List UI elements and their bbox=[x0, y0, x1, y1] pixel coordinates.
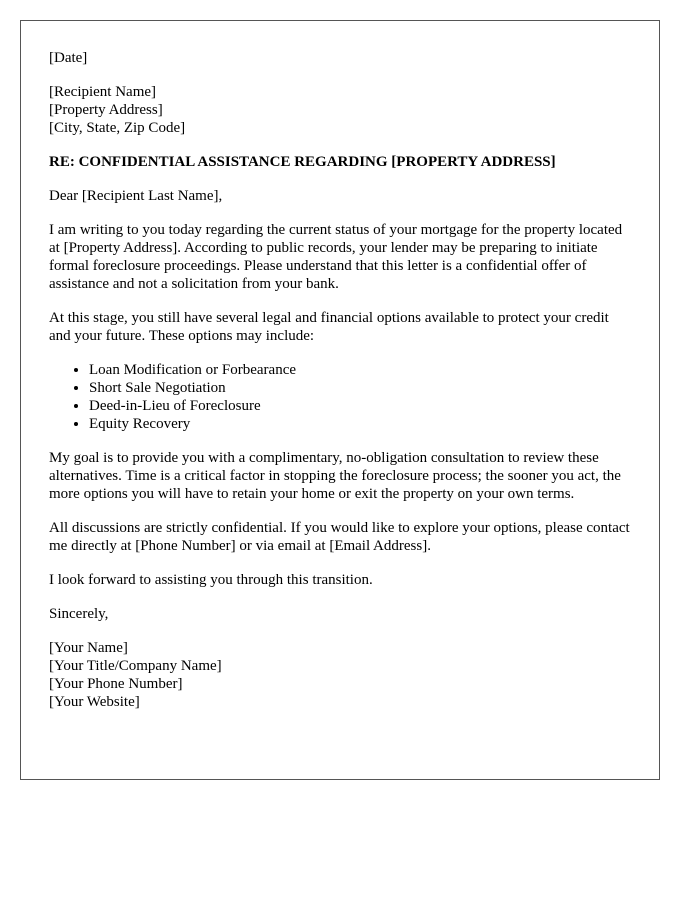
recipient-name: [Recipient Name] bbox=[49, 84, 157, 100]
letter-page bbox=[20, 20, 660, 780]
signature-website: [Your Website] bbox=[49, 694, 140, 710]
signature-name: [Your Name] bbox=[49, 640, 128, 656]
recipient-block bbox=[49, 83, 634, 137]
signature-block bbox=[49, 639, 634, 711]
recipient-address: [Property Address] bbox=[49, 102, 163, 118]
letter-content bbox=[49, 49, 634, 711]
signature-title-company: [Your Title/Company Name] bbox=[49, 658, 222, 674]
options-list bbox=[49, 361, 634, 433]
paragraph-contact: All discussions are strictly confidential. If you would like to explore your options, please contact me directly at [Phone Number] or via email at [Email Address]. bbox=[49, 520, 630, 554]
paragraph-intro: I am writing to you today regarding the current status of your mortgage for the property located at [Property Address]. According to public records, your lender may be preparing to initiate formal foreclosure proceedings. Please understand that this letter is a confidential offer of assistance and not a solicitation from your bank. bbox=[49, 222, 623, 292]
list-item: • Deed-in-Lieu of Foreclosure bbox=[89, 397, 634, 415]
recipient-city-state-zip: [City, State, Zip Code] bbox=[49, 120, 186, 136]
paragraph-consultation: My goal is to provide you with a complimentary, no-obligation consultation to review these alternatives. Time is a critical factor in stopping the foreclosure process; the sooner you act, the more options you will have to retain your home or exit the property on your own terms. bbox=[49, 450, 621, 502]
paragraph-closing-remark: I look forward to assisting you through this transition. bbox=[49, 572, 373, 588]
letter-date: [Date] bbox=[49, 50, 88, 66]
list-item: • Loan Modification or Forbearance bbox=[89, 361, 634, 379]
signature-phone: [Your Phone Number] bbox=[49, 676, 183, 692]
list-item: • Short Sale Negotiation bbox=[89, 379, 634, 397]
closing: Sincerely, bbox=[49, 606, 109, 622]
paragraph-options-intro: At this stage, you still have several legal and financial options available to protect your credit and your future. These options may include: bbox=[49, 310, 609, 344]
salutation: Dear [Recipient Last Name], bbox=[49, 188, 223, 204]
subject-line: RE: CONFIDENTIAL ASSISTANCE REGARDING [PROPERTY ADDRESS] bbox=[49, 154, 556, 170]
list-item: • Equity Recovery bbox=[89, 415, 634, 433]
